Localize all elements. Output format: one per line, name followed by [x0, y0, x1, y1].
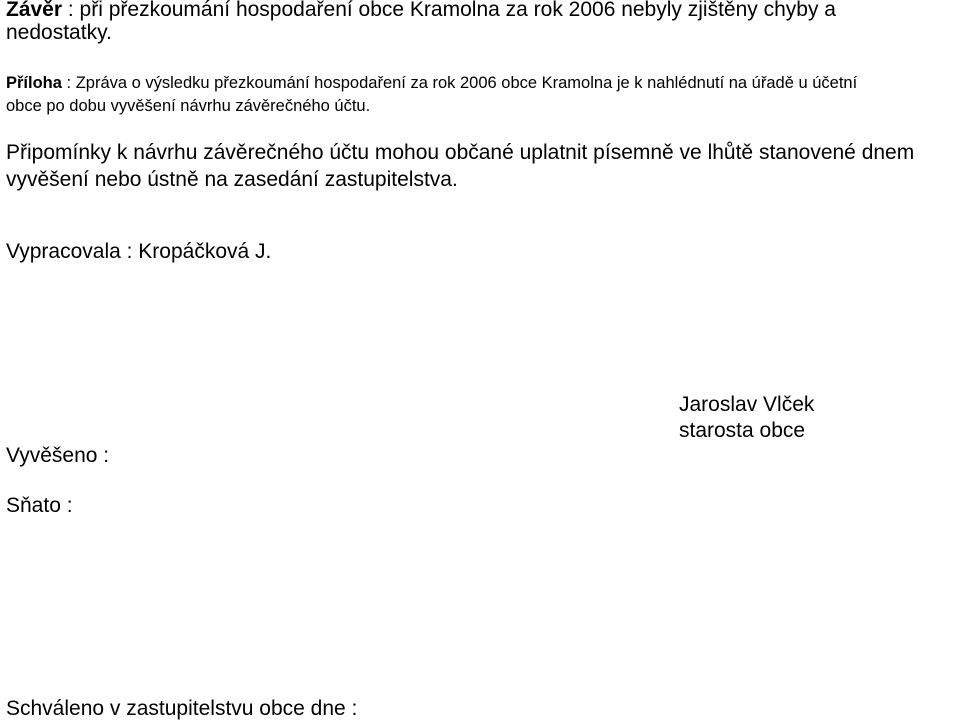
prepared-by: Vypracovala : Kropáčková J. [6, 240, 272, 263]
signature-name: Jaroslav Vlček [679, 393, 815, 416]
posted-label: Vyvěšeno : [6, 444, 110, 467]
attachment-label: Příloha [6, 74, 62, 92]
signature-title: starosta obce [679, 419, 806, 442]
attachment-line-2: obce po dobu vyvěšení návrhu závěrečného účtu. [6, 97, 371, 115]
attachment-text: : Zpráva o výsledku přezkoumání hospodaření za rok 2006 obce Kramolna je k nahlédnutí na úřadě u účetní [61, 74, 858, 92]
comments-line-2: vyvěšení nebo ústně na zasedání zastupitelstva. [6, 168, 458, 191]
removed-label: Sňato : [6, 494, 73, 517]
attachment-line-1 [6, 73, 857, 93]
conclusion-line-1 [6, 0, 836, 22]
approved-label: Schváleno v zastupitelstvu obce dne : [6, 697, 358, 720]
conclusion-label: Závěr [6, 0, 63, 21]
conclusion-text: : při přezkoumání hospodaření obce Kramolna za rok 2006 nebyly zjištěny chyby a [62, 0, 836, 21]
comments-line-1: Připomínky k návrhu závěrečného účtu mohou občané uplatnit písemně ve lhůtě stanovené dnem [6, 141, 915, 164]
conclusion-line-2: nedostatky. [6, 21, 112, 44]
